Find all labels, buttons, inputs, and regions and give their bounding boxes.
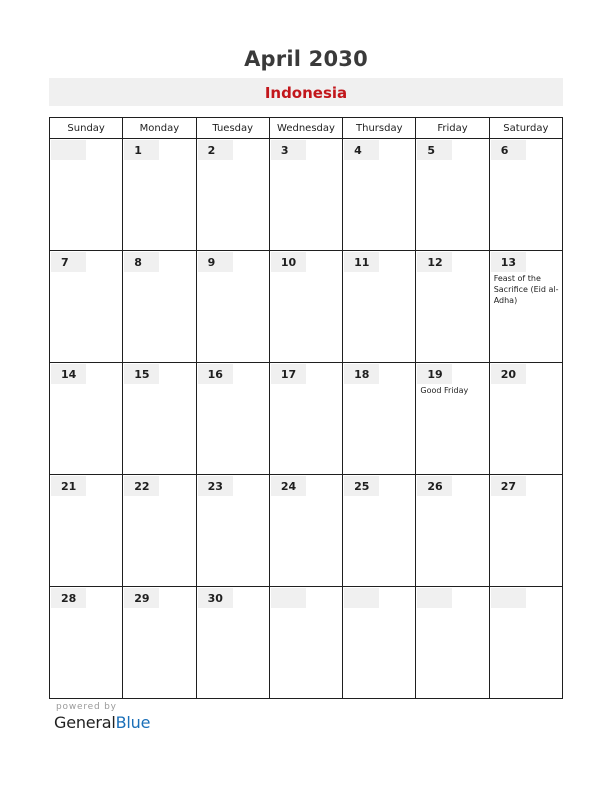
day-number-box	[344, 588, 379, 608]
day-cell	[489, 475, 562, 587]
day-cell	[416, 251, 489, 363]
day-number-box	[51, 252, 86, 272]
day-cell	[489, 587, 562, 699]
day-number: 6	[500, 144, 509, 157]
day-cell	[123, 475, 196, 587]
day-cell	[196, 587, 269, 699]
day-number: 19	[427, 368, 443, 381]
day-number-box	[124, 364, 159, 384]
day-number-box	[417, 588, 452, 608]
day-number: 13	[500, 256, 516, 269]
day-number-box	[51, 140, 86, 160]
day-number-box	[124, 588, 159, 608]
day-cell	[269, 475, 342, 587]
day-cell	[196, 139, 269, 251]
day-number-box	[417, 476, 452, 496]
week-row	[50, 251, 563, 363]
logo-blue-text: Blue	[115, 713, 151, 732]
day-number-box	[198, 252, 233, 272]
logo-general-text: General	[54, 713, 116, 732]
day-number: 9	[207, 256, 216, 269]
day-number: 4	[354, 144, 362, 157]
day-cell	[416, 475, 489, 587]
day-number: 20	[500, 368, 516, 381]
day-number-box	[344, 476, 379, 496]
day-cell	[343, 251, 416, 363]
weekday-header: Sunday	[50, 118, 123, 139]
day-number: 26	[427, 480, 443, 493]
day-number: 18	[354, 368, 370, 381]
day-cell	[196, 363, 269, 475]
day-number: 22	[134, 480, 150, 493]
day-cell	[416, 363, 489, 475]
day-number: 30	[207, 592, 223, 605]
day-number: 2	[207, 144, 216, 157]
day-number: 25	[354, 480, 370, 493]
day-number-box	[271, 252, 306, 272]
day-cell	[50, 139, 123, 251]
week-row	[50, 587, 563, 699]
weekday-header: Tuesday	[196, 118, 269, 139]
weekday-header-row	[50, 118, 563, 139]
day-number-box	[491, 252, 526, 272]
day-cell	[489, 251, 562, 363]
day-number: 15	[134, 368, 150, 381]
country-band	[49, 78, 563, 106]
weekday-header: Wednesday	[269, 118, 342, 139]
day-cell	[489, 139, 562, 251]
day-cell	[343, 475, 416, 587]
day-number-box	[271, 588, 306, 608]
day-number: 17	[280, 368, 297, 381]
day-cell	[50, 587, 123, 699]
week-row	[50, 139, 563, 251]
day-number-box	[198, 476, 233, 496]
day-number: 3	[280, 144, 289, 157]
day-number-box	[417, 252, 452, 272]
day-number-box	[198, 140, 233, 160]
day-number-box	[271, 476, 306, 496]
day-number: 16	[207, 368, 223, 381]
day-cell	[123, 251, 196, 363]
day-number-box	[51, 588, 86, 608]
day-number-box	[124, 476, 159, 496]
day-number: 5	[427, 144, 436, 157]
generalblue-logo[interactable]	[54, 713, 150, 732]
day-number: 10	[280, 256, 297, 269]
day-number-box	[344, 364, 379, 384]
day-cell	[489, 363, 562, 475]
day-cell	[269, 139, 342, 251]
day-cell	[50, 251, 123, 363]
day-number: 28	[61, 592, 77, 605]
calendar-title: April 2030	[244, 47, 368, 71]
day-cell	[50, 475, 123, 587]
day-number-box	[124, 252, 159, 272]
day-number-box	[417, 140, 452, 160]
day-cell	[123, 139, 196, 251]
day-number: 8	[134, 256, 142, 269]
day-number: 7	[61, 256, 69, 269]
day-number: 21	[61, 480, 77, 493]
day-number-box	[198, 588, 233, 608]
day-number-box	[344, 140, 379, 160]
day-cell	[343, 139, 416, 251]
powered-by-text: powered by	[56, 702, 117, 712]
day-number-box	[417, 364, 452, 384]
day-cell	[269, 251, 342, 363]
holiday-label: Feast of the Sacrifice (Eid al-Adha)	[493, 274, 559, 305]
day-number: 24	[280, 480, 297, 493]
weekday-header: Friday	[416, 118, 489, 139]
month-calendar-grid	[49, 117, 563, 699]
day-number-box	[51, 476, 86, 496]
day-number-box	[51, 364, 86, 384]
day-number-box	[491, 140, 526, 160]
country-name: Indonesia	[264, 84, 348, 102]
day-number: 23	[207, 480, 223, 493]
day-number: 29	[134, 592, 150, 605]
day-number-box	[491, 364, 526, 384]
day-number-box	[271, 364, 306, 384]
day-number: 12	[427, 256, 443, 269]
day-cell	[416, 587, 489, 699]
day-cell	[343, 587, 416, 699]
day-cell	[343, 363, 416, 475]
day-cell	[123, 587, 196, 699]
day-number: 11	[354, 256, 370, 269]
day-number-box	[124, 140, 159, 160]
day-cell	[123, 363, 196, 475]
weekday-header: Monday	[123, 118, 196, 139]
week-row	[50, 363, 563, 475]
holiday-label: Good Friday	[420, 386, 469, 395]
day-cell	[50, 363, 123, 475]
day-number-box	[271, 140, 306, 160]
day-number: 1	[134, 144, 142, 157]
day-number: 14	[61, 368, 77, 381]
day-cell	[196, 251, 269, 363]
day-number-box	[344, 252, 379, 272]
day-number-box	[491, 476, 526, 496]
day-cell	[269, 363, 342, 475]
day-cell	[196, 475, 269, 587]
day-number: 27	[500, 480, 516, 493]
day-cell	[416, 139, 489, 251]
week-row	[50, 475, 563, 587]
day-cell	[269, 587, 342, 699]
day-number-box	[491, 588, 526, 608]
weekday-header: Thursday	[343, 118, 416, 139]
day-number-box	[198, 364, 233, 384]
weekday-header: Saturday	[489, 118, 562, 139]
